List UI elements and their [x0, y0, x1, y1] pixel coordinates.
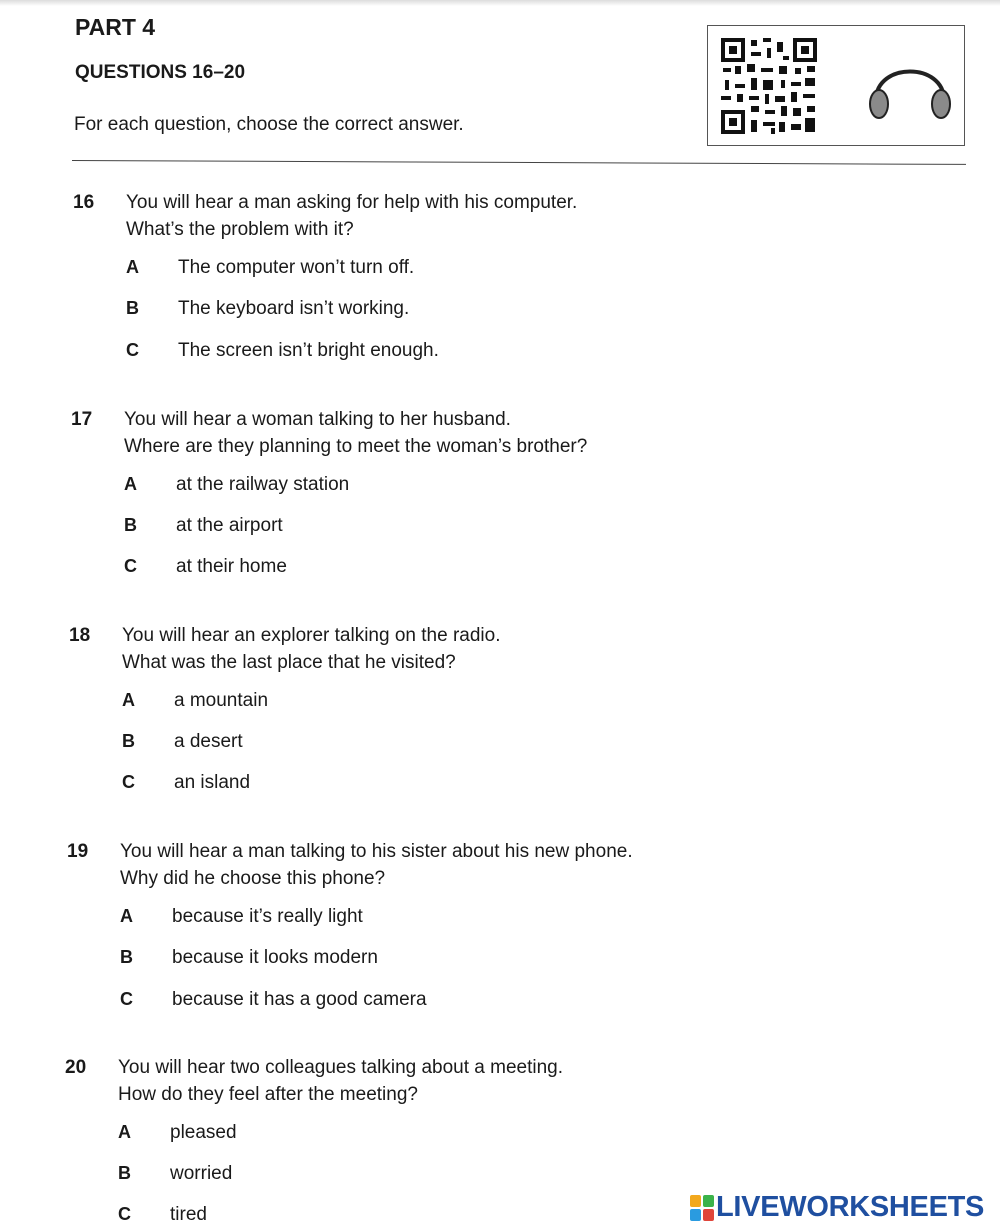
option-text: at the airport	[176, 515, 283, 536]
option-text: at the railway station	[176, 474, 350, 495]
option-letter: B	[118, 1163, 131, 1183]
header-divider	[72, 160, 966, 165]
liveworksheets-logo[interactable]	[690, 1191, 990, 1225]
option-letter: C	[126, 340, 139, 360]
question-context: You will hear two colleagues talking about a meeting.	[118, 1057, 564, 1078]
brand-name: LIVEWORKSHEETS	[716, 1191, 985, 1223]
option-c[interactable]	[126, 340, 726, 364]
option-b[interactable]	[122, 731, 722, 755]
option-text: a mountain	[174, 690, 269, 711]
option-letter: B	[126, 298, 139, 318]
question-context: You will hear a man talking to his sister about his new phone.	[120, 841, 633, 862]
question-number: 16	[73, 192, 95, 213]
option-b[interactable]	[126, 298, 726, 322]
option-letter: B	[122, 731, 135, 751]
option-text: The keyboard isn’t working.	[178, 298, 410, 319]
question-context: You will hear a woman talking to her husband.	[124, 409, 511, 430]
question-prompt: Why did he choose this phone?	[120, 868, 386, 889]
option-letter: B	[120, 947, 133, 967]
option-a[interactable]	[124, 474, 724, 498]
option-text: pleased	[170, 1122, 237, 1143]
part-title: PART 4	[75, 14, 156, 40]
option-c[interactable]	[124, 556, 724, 580]
option-a[interactable]	[126, 257, 726, 281]
option-a[interactable]	[120, 906, 720, 930]
option-text: at their home	[176, 556, 287, 577]
question-context: You will hear an explorer talking on the radio.	[122, 625, 501, 646]
headphones-icon	[866, 48, 954, 128]
option-text: because it looks modern	[172, 947, 378, 968]
qr-code-icon[interactable]	[721, 38, 817, 134]
question-context: You will hear a man asking for help with his computer.	[126, 192, 578, 213]
option-letter: C	[124, 556, 137, 576]
option-text: because it has a good camera	[172, 989, 427, 1010]
option-letter: A	[122, 690, 135, 710]
option-letter: A	[124, 474, 137, 494]
option-letter: A	[126, 257, 139, 277]
question-prompt: How do they feel after the meeting?	[118, 1084, 418, 1105]
option-letter: A	[118, 1122, 131, 1142]
option-text: worried	[170, 1163, 233, 1184]
option-b[interactable]	[118, 1163, 718, 1187]
option-text: The screen isn’t bright enough.	[178, 340, 439, 361]
option-letter: C	[120, 989, 133, 1009]
option-letter: B	[124, 515, 137, 535]
option-text: an island	[174, 772, 251, 793]
top-shadow	[0, 0, 1000, 6]
instruction-text: For each question, choose the correct answer.	[74, 114, 464, 135]
question-prompt: Where are they planning to meet the woman’s brother?	[124, 436, 588, 457]
option-c[interactable]	[120, 989, 720, 1013]
option-b[interactable]	[120, 947, 720, 971]
option-text: a desert	[174, 731, 243, 752]
audio-box	[707, 25, 965, 146]
option-c[interactable]	[118, 1204, 718, 1228]
option-text: tired	[170, 1204, 207, 1225]
option-b[interactable]	[124, 515, 724, 539]
option-text: because it’s really light	[172, 906, 363, 927]
question-prompt: What’s the problem with it?	[126, 219, 354, 240]
question-prompt: What was the last place that he visited?	[122, 652, 456, 673]
question-number: 19	[67, 841, 89, 862]
option-text: The computer won’t turn off.	[178, 257, 415, 278]
option-a[interactable]	[118, 1122, 718, 1146]
option-a[interactable]	[122, 690, 722, 714]
question-number: 20	[65, 1057, 87, 1078]
option-letter: C	[122, 772, 135, 792]
option-letter: C	[118, 1204, 131, 1224]
liveworksheets-icon	[690, 1195, 714, 1221]
option-letter: A	[120, 906, 133, 926]
question-number: 18	[69, 625, 91, 646]
option-c[interactable]	[122, 772, 722, 796]
question-number: 17	[71, 409, 93, 430]
questions-range: QUESTIONS 16–20	[75, 62, 246, 83]
